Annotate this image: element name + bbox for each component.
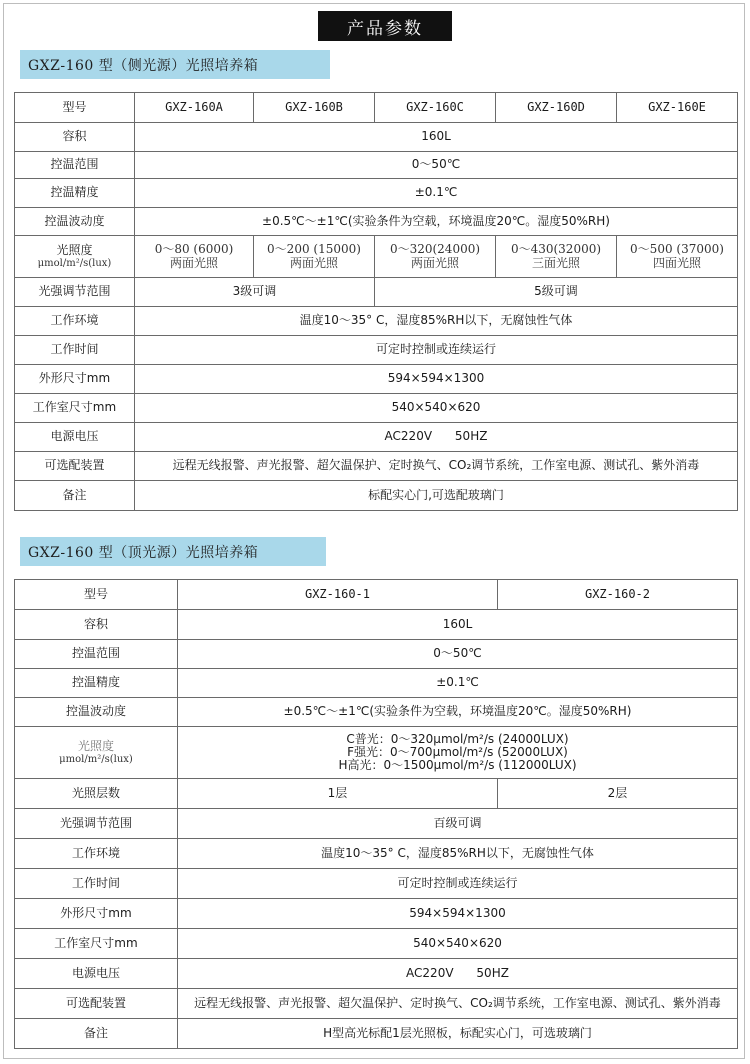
model-cell: GXZ-160-1	[178, 580, 498, 610]
value-chamber-size: 540×540×620	[135, 394, 738, 423]
label-power: 电源电压	[15, 959, 178, 989]
label-work-env: 工作环境	[15, 307, 135, 336]
value-temp-fluctuation: ±0.5℃～±1℃(实验条件为空载，环境温度20℃。湿度50%RH)	[135, 208, 738, 236]
label-power: 电源电压	[15, 423, 135, 452]
value-temp-precision: ±0.1℃	[178, 669, 738, 698]
value-work-time: 可定时控制或连续运行	[135, 336, 738, 365]
label-temp-precision: 控温精度	[15, 669, 178, 698]
label-notes: 备注	[15, 1019, 178, 1049]
label-volume: 容积	[15, 123, 135, 152]
label-notes: 备注	[15, 481, 135, 511]
value-temp-range: 0～50℃	[178, 640, 738, 669]
row-outer-size	[15, 899, 738, 929]
value-power: AC220V 50HZ	[178, 959, 738, 989]
illuminance-mode: 两面光照	[410, 255, 459, 270]
label-illuminance	[15, 236, 135, 278]
value-power: AC220V 50HZ	[135, 423, 738, 452]
illuminance-mode: 两面光照	[289, 255, 338, 270]
value-temp-fluctuation: ±0.5℃～±1℃(实验条件为空载，环境温度20℃。湿度50%RH)	[178, 698, 738, 727]
value-light-adjust-b: 5级可调	[375, 278, 738, 307]
label-temp-range: 控温范围	[15, 640, 178, 669]
value-light-layers-1: 1层	[178, 779, 498, 809]
model-cell: GXZ-160D	[496, 93, 617, 123]
label-light-layers: 光照层数	[15, 779, 178, 809]
model-cell: GXZ-160E	[617, 93, 738, 123]
row-power	[15, 423, 738, 452]
row-volume	[15, 610, 738, 640]
row-light-adjust	[15, 278, 738, 307]
row-chamber-size	[15, 929, 738, 959]
value-notes: 标配实心门,可选配玻璃门	[135, 481, 738, 511]
row-work-time	[15, 336, 738, 365]
illuminance-cell	[178, 727, 738, 779]
label-outer-size: 外形尺寸mm	[15, 365, 135, 394]
label-illuminance-text: 光照度	[56, 242, 93, 257]
value-outer-size: 594×594×1300	[135, 365, 738, 394]
illuminance-value: 0～500 (37000)	[630, 241, 724, 256]
illuminance-mode: 两面光照	[169, 255, 218, 270]
label-work-env: 工作环境	[15, 839, 178, 869]
section-title-top-light: GXZ-160 型（顶光源）光照培养箱	[20, 537, 326, 566]
label-chamber-size: 工作室尺寸mm	[15, 929, 178, 959]
label-options: 可选配装置	[15, 452, 135, 481]
illuminance-cell	[496, 236, 617, 278]
value-light-layers-2: 2层	[498, 779, 738, 809]
illuminance-line: C普光：0～320μmol/m²/s (24000LUX)	[346, 731, 569, 746]
spec-table-top-light	[14, 579, 738, 1049]
value-options: 远程无线报警、声光报警、超欠温保护、定时换气、CO₂调节系统，工作室电源、测试孔、紫外消毒	[135, 452, 738, 481]
illuminance-value: 0～320(24000)	[389, 241, 481, 256]
page-title: 产品参数	[318, 11, 452, 41]
illuminance-cell	[375, 236, 496, 278]
row-illuminance	[15, 236, 738, 278]
value-work-env: 温度10～35° C，湿度85%RH以下，无腐蚀性气体	[135, 307, 738, 336]
row-work-env	[15, 307, 738, 336]
value-temp-precision: ±0.1℃	[135, 179, 738, 208]
label-illuminance	[15, 727, 178, 779]
label-model: 型号	[15, 580, 178, 610]
label-options: 可选配装置	[15, 989, 178, 1019]
row-illuminance	[15, 727, 738, 779]
value-chamber-size: 540×540×620	[178, 929, 738, 959]
value-outer-size: 594×594×1300	[178, 899, 738, 929]
value-volume: 160L	[135, 123, 738, 152]
row-options	[15, 989, 738, 1019]
label-illuminance-unit: μmol/m²/s(lux)	[37, 257, 112, 269]
row-temp-fluctuation	[15, 698, 738, 727]
row-temp-precision	[15, 669, 738, 698]
label-volume: 容积	[15, 610, 178, 640]
row-volume	[15, 123, 738, 152]
value-light-adjust-a: 3级可调	[135, 278, 375, 307]
row-outer-size	[15, 365, 738, 394]
spec-table-side-light	[14, 92, 738, 511]
row-notes	[15, 1019, 738, 1049]
value-volume: 160L	[178, 610, 738, 640]
row-temp-precision	[15, 179, 738, 208]
value-temp-range: 0～50℃	[135, 152, 738, 179]
label-work-time: 工作时间	[15, 869, 178, 899]
illuminance-cell	[254, 236, 375, 278]
row-chamber-size	[15, 394, 738, 423]
illuminance-cell	[617, 236, 738, 278]
row-temp-fluctuation	[15, 208, 738, 236]
illuminance-mode: 四面光照	[652, 255, 701, 270]
illuminance-cell	[135, 236, 254, 278]
row-notes	[15, 481, 738, 511]
row-temp-range	[15, 152, 738, 179]
row-model	[15, 93, 738, 123]
row-light-adjust	[15, 809, 738, 839]
value-work-env: 温度10～35° C，湿度85%RH以下，无腐蚀性气体	[178, 839, 738, 869]
label-temp-range: 控温范围	[15, 152, 135, 179]
model-cell: GXZ-160-2	[498, 580, 738, 610]
label-outer-size: 外形尺寸mm	[15, 899, 178, 929]
row-temp-range	[15, 640, 738, 669]
model-cell: GXZ-160B	[254, 93, 375, 123]
illuminance-value: 0～80 (6000)	[154, 241, 234, 256]
label-illuminance-unit: μmol/m²/s(lux)	[59, 753, 133, 765]
label-light-adjust: 光强调节范围	[15, 278, 135, 307]
illuminance-value: 0～200 (15000)	[267, 241, 361, 256]
illuminance-line: F强光：0～700μmol/m²/s (52000LUX)	[347, 744, 568, 759]
illuminance-mode: 三面光照	[531, 255, 580, 270]
label-temp-precision: 控温精度	[15, 179, 135, 208]
illuminance-value: 0～430(32000)	[510, 241, 602, 256]
value-work-time: 可定时控制或连续运行	[178, 869, 738, 899]
section-title-side-light: GXZ-160 型（侧光源）光照培养箱	[20, 50, 330, 79]
label-illuminance-text: 光照度	[77, 738, 114, 753]
model-cell: GXZ-160C	[375, 93, 496, 123]
label-work-time: 工作时间	[15, 336, 135, 365]
row-model	[15, 580, 738, 610]
label-model: 型号	[15, 93, 135, 123]
label-temp-fluctuation: 控温波动度	[15, 208, 135, 236]
row-light-layers	[15, 779, 738, 809]
row-power	[15, 959, 738, 989]
label-light-adjust: 光强调节范围	[15, 809, 178, 839]
label-chamber-size: 工作室尺寸mm	[15, 394, 135, 423]
illuminance-line: H高光：0～1500μmol/m²/s (112000LUX)	[338, 758, 577, 773]
label-temp-fluctuation: 控温波动度	[15, 698, 178, 727]
row-work-time	[15, 869, 738, 899]
value-options: 远程无线报警、声光报警、超欠温保护、定时换气、CO₂调节系统，工作室电源、测试孔、紫外消毒	[178, 989, 738, 1019]
row-work-env	[15, 839, 738, 869]
value-notes: H型高光标配1层光照板，标配实心门，可选玻璃门	[178, 1019, 738, 1049]
row-options	[15, 452, 738, 481]
model-cell: GXZ-160A	[135, 93, 254, 123]
value-light-adjust: 百级可调	[178, 809, 738, 839]
